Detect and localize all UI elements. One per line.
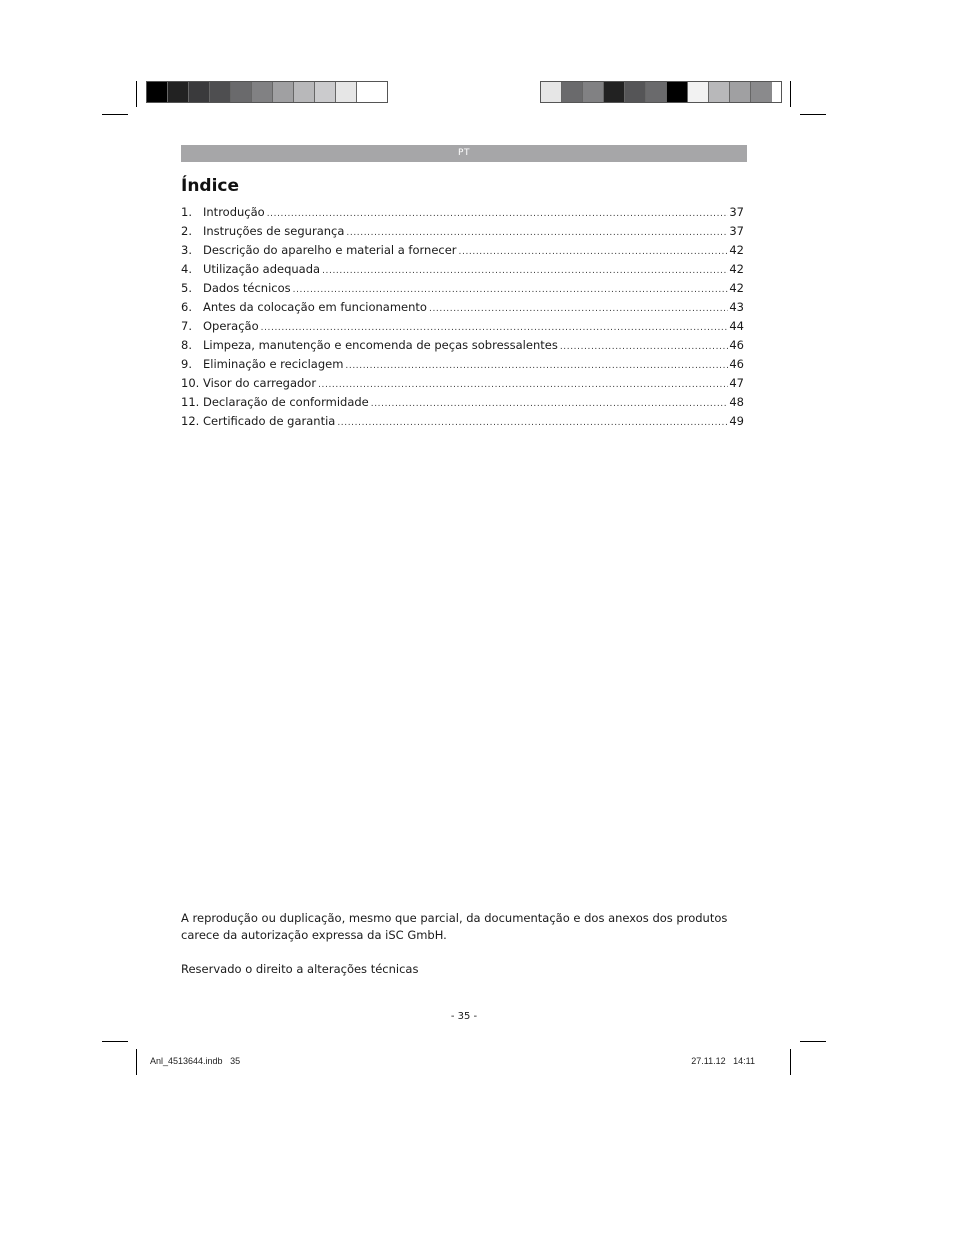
- color-swatch: [646, 82, 667, 102]
- toc-entry-number: 12.: [181, 414, 200, 428]
- color-swatch: [357, 82, 378, 102]
- toc-entry-title: Dados técnicos: [203, 281, 291, 295]
- toc-entry[interactable]: [181, 241, 744, 260]
- toc-entry-page: 48: [729, 395, 744, 409]
- color-swatch: [315, 82, 336, 102]
- crop-mark: [102, 1041, 128, 1042]
- toc-leader-dots: [459, 243, 729, 262]
- reserved-rights-note: Reservado o direito a alterações técnicas: [181, 962, 419, 976]
- toc-leader-dots: [560, 338, 729, 357]
- crop-mark: [136, 81, 137, 107]
- toc-entry-number: 9.: [181, 357, 192, 371]
- toc-entry[interactable]: [181, 374, 744, 393]
- color-swatch: [147, 82, 168, 102]
- crop-mark: [102, 114, 128, 115]
- language-band: PT: [181, 145, 747, 162]
- toc-entry[interactable]: [181, 260, 744, 279]
- toc-entry-title: Declaração de conformidade: [203, 395, 369, 409]
- toc-entry-number: 6.: [181, 300, 192, 314]
- toc-entry-page: 37: [729, 205, 744, 219]
- toc-entry[interactable]: [181, 393, 744, 412]
- toc-entry[interactable]: [181, 412, 744, 431]
- crop-mark: [800, 1041, 826, 1042]
- color-swatch: [730, 82, 751, 102]
- toc-entry-page: 46: [729, 338, 744, 352]
- toc-entry[interactable]: [181, 336, 744, 355]
- color-swatch: [541, 82, 562, 102]
- toc-entry[interactable]: [181, 355, 744, 374]
- color-swatch: [210, 82, 231, 102]
- toc-entry-number: 10.: [181, 376, 200, 390]
- toc-entry-title: Certificado de garantia: [203, 414, 336, 428]
- color-swatch: [604, 82, 625, 102]
- toc-entry[interactable]: [181, 203, 744, 222]
- toc-entry-number: 2.: [181, 224, 192, 238]
- toc-entry-title: Introdução: [203, 205, 265, 219]
- print-date-time: 27.11.12 14:11: [691, 1056, 755, 1066]
- toc-entry-page: 44: [729, 319, 744, 333]
- color-calibration-bar-right: [540, 81, 782, 103]
- color-calibration-bar-left: [146, 81, 388, 103]
- toc-entry-page: 43: [729, 300, 744, 314]
- toc-entry-page: 42: [729, 243, 744, 257]
- toc-entry-number: 3.: [181, 243, 192, 257]
- toc-entry-page: 46: [729, 357, 744, 371]
- toc-entry-number: 4.: [181, 262, 192, 276]
- color-swatch: [583, 82, 604, 102]
- toc-entry[interactable]: [181, 298, 744, 317]
- toc-leader-dots: [318, 376, 728, 395]
- toc-leader-dots: [371, 395, 729, 414]
- toc-entry-title: Descrição do aparelho e material a fornecer: [203, 243, 457, 257]
- toc-entry-title: Operação: [203, 319, 259, 333]
- color-swatch: [625, 82, 646, 102]
- color-swatch: [562, 82, 583, 102]
- toc-entry-page: 42: [729, 262, 744, 276]
- toc-leader-dots: [429, 300, 728, 319]
- color-swatch: [294, 82, 315, 102]
- toc-entry-page: 37: [729, 224, 744, 238]
- color-swatch: [273, 82, 294, 102]
- toc-entry-title: Limpeza, manutenção e encomenda de peças sobressalentes: [203, 338, 558, 352]
- toc-entry-title: Utilização adequada: [203, 262, 321, 276]
- color-swatch: [751, 82, 772, 102]
- toc-entry-page: 49: [729, 414, 744, 428]
- page-title: Índice: [181, 176, 240, 196]
- print-file-info: Anl_4513644.indb 35: [150, 1056, 241, 1066]
- toc-entry-page: 47: [729, 376, 744, 390]
- toc-entry-number: 1.: [181, 205, 192, 219]
- color-swatch: [168, 82, 189, 102]
- crop-mark: [136, 1049, 137, 1075]
- color-swatch: [336, 82, 357, 102]
- page-number: - 35 -: [450, 1011, 478, 1022]
- toc-entry-title: Instruções de segurança: [203, 224, 345, 238]
- crop-mark: [790, 81, 791, 107]
- crop-mark: [800, 114, 826, 115]
- toc-entry-number: 5.: [181, 281, 192, 295]
- crop-mark: [790, 1049, 791, 1075]
- color-swatch: [709, 82, 730, 102]
- table-of-contents: [181, 203, 744, 431]
- toc-entry-page: 42: [729, 281, 744, 295]
- color-swatch: [667, 82, 688, 102]
- color-swatch: [189, 82, 210, 102]
- toc-entry[interactable]: [181, 222, 744, 241]
- toc-entry[interactable]: [181, 279, 744, 298]
- toc-entry-title: Eliminação e reciclagem: [203, 357, 344, 371]
- toc-leader-dots: [337, 414, 728, 433]
- toc-entry-number: 11.: [181, 395, 200, 409]
- toc-entry-title: Visor do carregador: [203, 376, 317, 390]
- toc-entry-number: 8.: [181, 338, 192, 352]
- color-swatch: [252, 82, 273, 102]
- color-swatch: [231, 82, 252, 102]
- toc-entry[interactable]: [181, 317, 744, 336]
- color-swatch: [688, 82, 709, 102]
- copyright-notice: A reprodução ou duplicação, mesmo que parcial, da documentação e dos anexos dos produtos carece da autorização expressa da iSC GmbH.: [181, 911, 728, 942]
- toc-entry-number: 7.: [181, 319, 192, 333]
- toc-entry-title: Antes da colocação em funcionamento: [203, 300, 427, 314]
- toc-leader-dots: [322, 262, 728, 281]
- toc-leader-dots: [345, 357, 728, 376]
